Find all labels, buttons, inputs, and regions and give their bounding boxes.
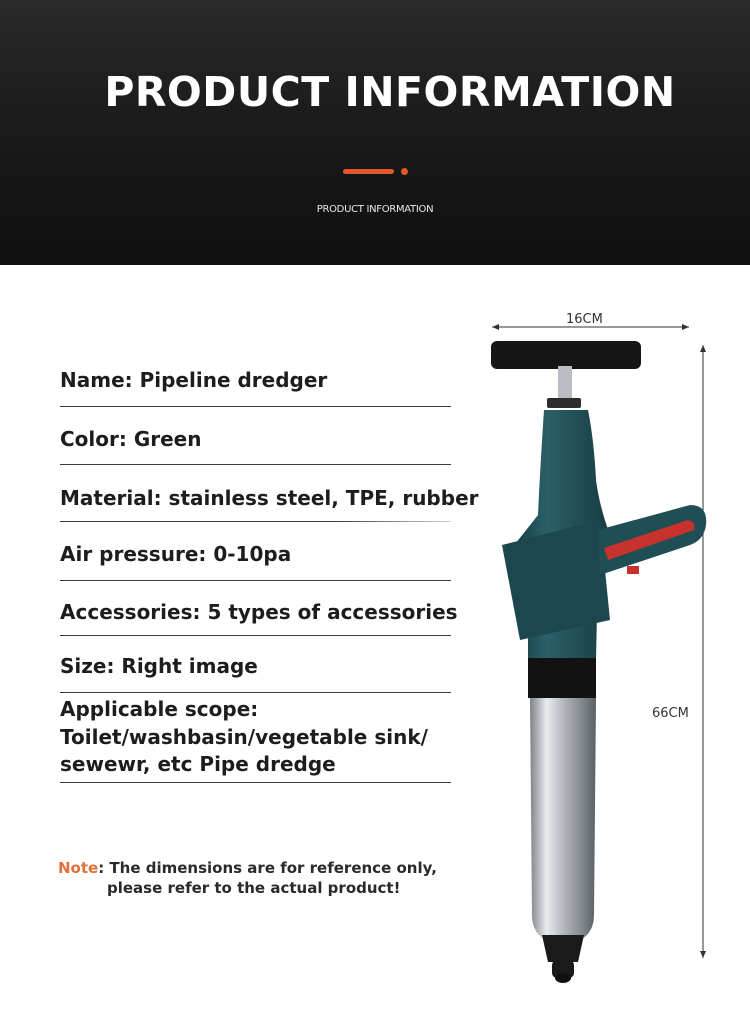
width-dimension-label: 16CM: [566, 312, 603, 327]
spec-accessories: Accessories: 5 types of accessories: [60, 600, 458, 624]
note-label: Note: [58, 859, 99, 877]
note-text: please refer to the actual product!: [107, 879, 401, 897]
page-subtitle: PRODUCT INFORMATION: [316, 204, 434, 215]
spec-scope-line: Toilet/washbasin/vegetable sink/: [60, 725, 428, 749]
spec-name: Name: Pipeline dredger: [60, 368, 328, 392]
spec-air-pressure: Air pressure: 0-10pa: [60, 542, 292, 566]
page-title: PRODUCT INFORMATION: [104, 68, 676, 116]
height-dimension-label: 66CM: [652, 706, 689, 721]
spec-color: Color: Green: [60, 427, 202, 451]
note-text: : The dimensions are for reference only,: [98, 859, 437, 877]
spec-scope-line: sewewr, etc Pipe dredge: [60, 752, 336, 776]
spec-scope-heading: Applicable scope:: [60, 697, 259, 721]
spec-size: Size: Right image: [60, 654, 258, 678]
spec-material: Material: stainless steel, TPE, rubber: [60, 486, 479, 510]
